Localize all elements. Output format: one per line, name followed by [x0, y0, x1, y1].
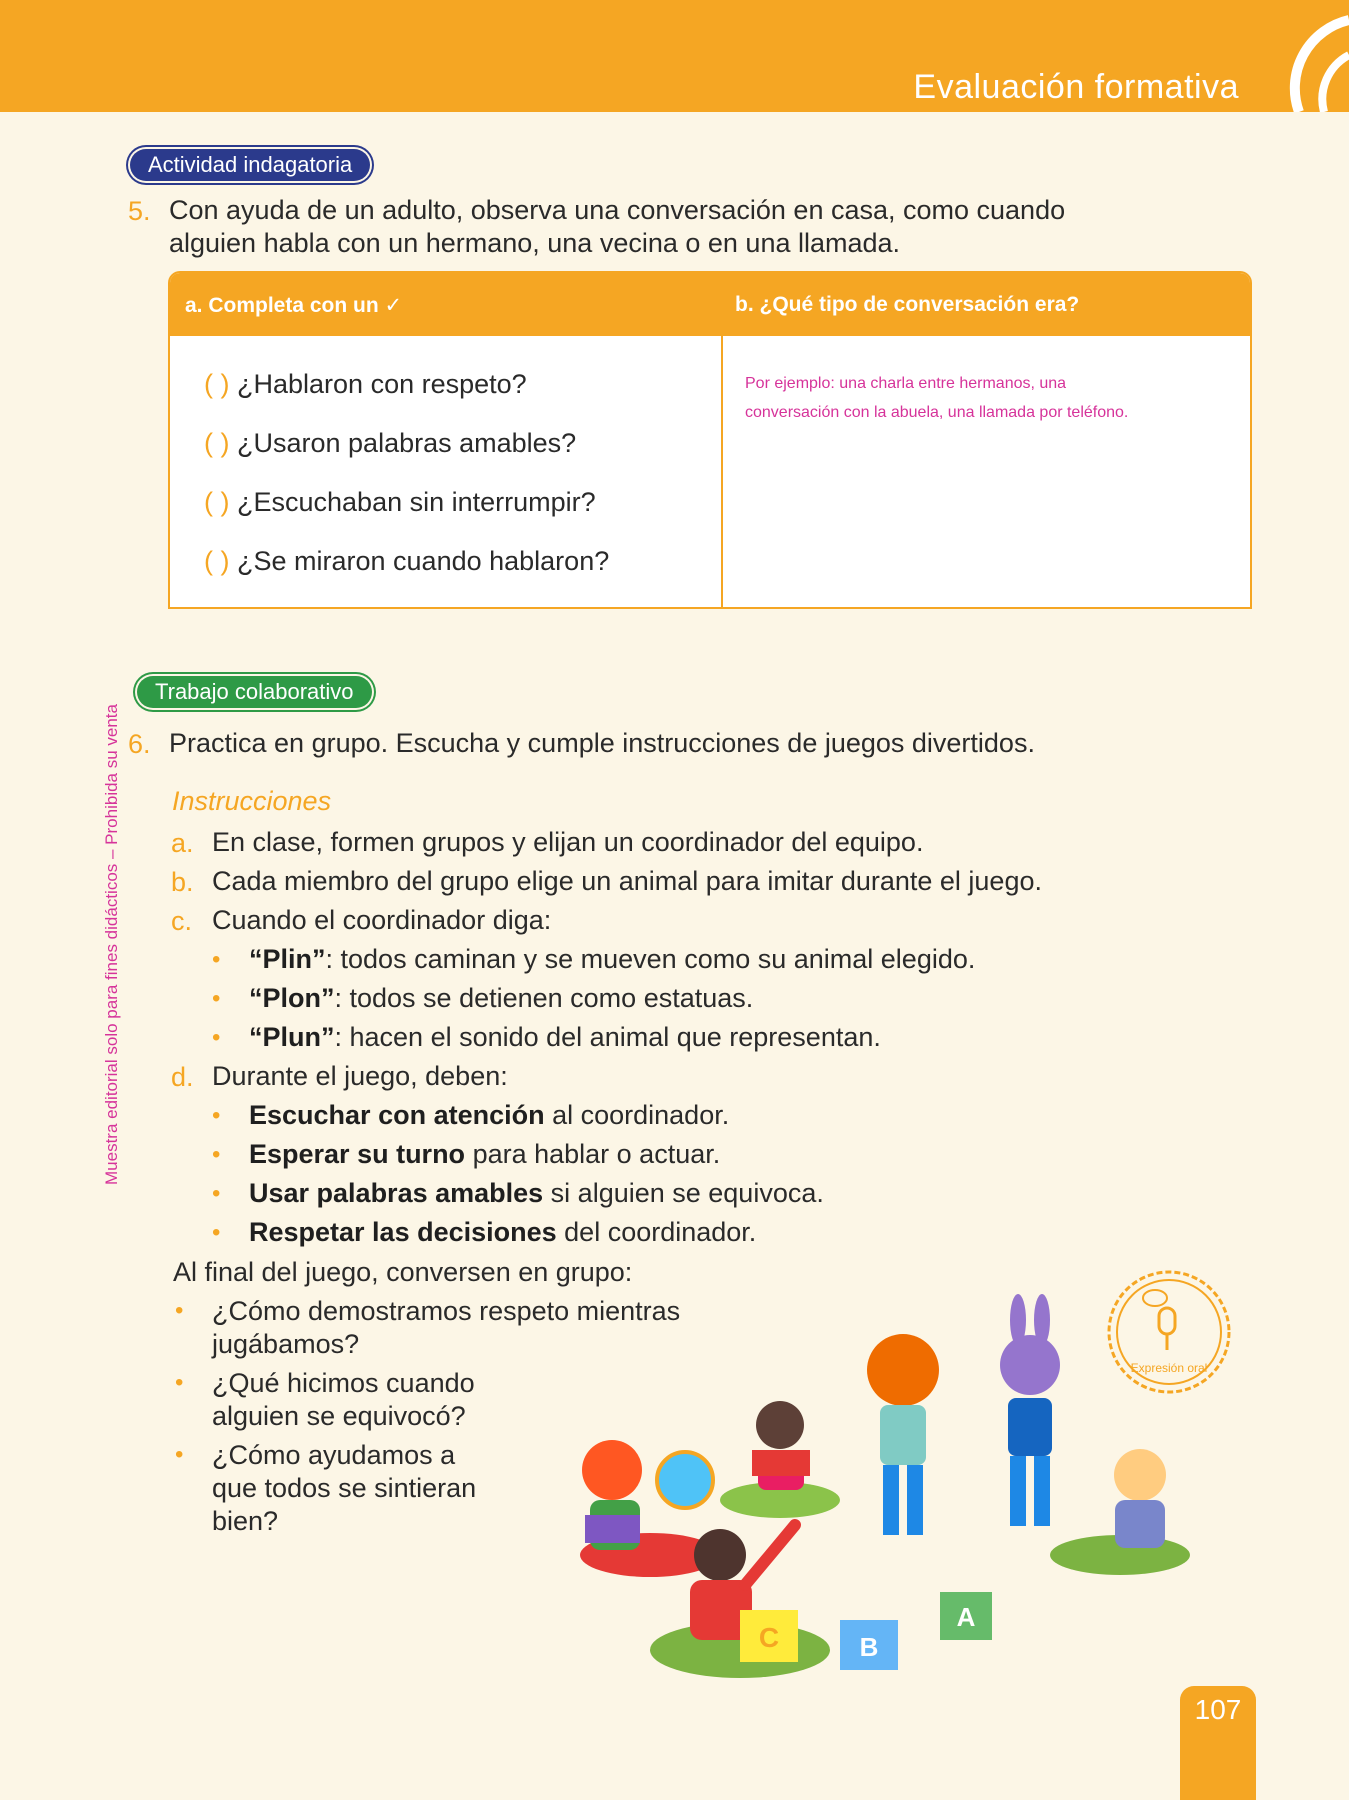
bullet: • — [175, 1369, 184, 1396]
check-box[interactable]: ( ) — [204, 428, 230, 458]
item-letter: b. — [171, 867, 194, 897]
discussion-question: ¿Cómo demostramos respeto mientras — [212, 1296, 681, 1326]
checklist-item[interactable] — [204, 369, 527, 400]
page-header — [0, 0, 1349, 112]
checklist-item[interactable] — [204, 428, 576, 459]
page-title: Evaluación formativa — [913, 68, 1239, 106]
question-text: Con ayuda de un adulto, observa una conversación en casa, como cuando — [169, 195, 1066, 225]
lion-mask — [867, 1334, 939, 1406]
cube-c — [740, 1610, 798, 1662]
item-letter: c. — [171, 906, 193, 936]
cube-a — [940, 1592, 992, 1640]
column-a-header: a. Completa con un ✓ — [185, 294, 403, 317]
page-number: 107 — [1180, 1686, 1256, 1800]
column-divider — [721, 273, 723, 607]
sub-instruction: Respetar las decisiones del coordinador. — [249, 1217, 757, 1247]
item-letter: d. — [171, 1062, 194, 1092]
instructions-title: Instrucciones — [172, 786, 332, 816]
child-figure — [582, 1440, 642, 1500]
child-figure — [1115, 1500, 1165, 1548]
bullet: • — [212, 1141, 221, 1168]
checklist-label: ¿Usaron palabras amables? — [237, 428, 577, 458]
question-number: 6. — [128, 729, 151, 759]
discussion-question: alguien se equivocó? — [212, 1401, 466, 1431]
collaborative-pill: Trabajo colaborativo — [137, 676, 372, 708]
example-answer — [745, 369, 1165, 427]
discussion-question: ¿Cómo ayudamos a — [212, 1440, 456, 1470]
child-figure — [1008, 1398, 1052, 1456]
svg-text:C: C — [758, 1622, 780, 1653]
example-line: Por ejemplo: una charla entre hermanos, una — [745, 375, 1067, 392]
sub-instruction: “Plon”: todos se detienen como estatuas. — [249, 983, 754, 1013]
child-figure — [756, 1401, 804, 1449]
sub-instruction: Usar palabras amables si alguien se equivoca. — [249, 1178, 824, 1208]
child-figure — [694, 1529, 746, 1581]
activity-pill: Actividad indagatoria — [130, 149, 370, 181]
book-icon — [585, 1515, 640, 1543]
instruction-text: Cada miembro del grupo elige un animal para imitar durante el juego. — [212, 866, 1042, 896]
bullet: • — [212, 1024, 221, 1051]
header-arc-decoration — [1239, 0, 1349, 112]
instruction-text: Durante el juego, deben: — [212, 1061, 508, 1091]
check-box[interactable]: ( ) — [204, 546, 230, 576]
checklist-label: ¿Escuchaban sin interrumpir? — [237, 487, 596, 517]
question-number: 5. — [128, 196, 151, 226]
discussion-question: ¿Qué hicimos cuando — [212, 1368, 475, 1398]
children-playing-illustration — [540, 1290, 1220, 1690]
cube-b — [840, 1620, 898, 1670]
checklist-label: ¿Hablaron con respeto? — [237, 369, 527, 399]
item-letter: a. — [171, 828, 194, 858]
bullet: • — [212, 1102, 221, 1129]
sub-instruction: “Plin”: todos caminan y se mueven como su animal elegido. — [249, 944, 976, 974]
final-prompt: Al final del juego, conversen en grupo: — [173, 1257, 633, 1287]
discussion-question: jugábamos? — [212, 1329, 360, 1359]
bullet: • — [212, 1219, 221, 1246]
side-note: Muestra editorial solo para fines didácticos – Prohibida su venta — [102, 704, 121, 1185]
bullet: • — [212, 1180, 221, 1207]
column-b-header: b. ¿Qué tipo de conversación era? — [735, 293, 1080, 316]
bullet: • — [212, 985, 221, 1012]
book-icon — [752, 1450, 810, 1476]
checklist-item[interactable] — [204, 546, 609, 577]
check-box[interactable]: ( ) — [204, 369, 230, 399]
sub-instruction: Escuchar con atención al coordinador. — [249, 1100, 730, 1130]
instruction-text: En clase, formen grupos y elijan un coordinador del equipo. — [212, 827, 924, 857]
child-figure — [880, 1405, 926, 1465]
check-box[interactable]: ( ) — [204, 487, 230, 517]
bullet: • — [175, 1441, 184, 1468]
sub-instruction: “Plun”: hacen el sonido del animal que representan. — [249, 1022, 881, 1052]
badge-label: Expresión oral — [1130, 1361, 1208, 1375]
bunny-mask — [1000, 1335, 1060, 1395]
question-text: alguien habla con un hermano, una vecina o en una llamada. — [169, 228, 901, 258]
sub-instruction: Esperar su turno para hablar o actuar. — [249, 1139, 721, 1169]
instruction-text: Cuando el coordinador diga: — [212, 905, 552, 935]
question-text: Practica en grupo. Escucha y cumple instrucciones de juegos divertidos. — [169, 728, 1035, 758]
conversation-table — [168, 271, 1252, 609]
child-figure — [1114, 1449, 1166, 1501]
bullet: • — [212, 946, 221, 973]
example-line: conversación con la abuela, una llamada por teléfono. — [745, 404, 1129, 421]
svg-text:A: A — [956, 1602, 976, 1632]
discussion-question: bien? — [212, 1506, 279, 1536]
globe-icon — [657, 1452, 713, 1508]
svg-text:B: B — [859, 1632, 879, 1662]
checklist-item[interactable] — [204, 487, 596, 518]
checklist-label: ¿Se miraron cuando hablaron? — [237, 546, 610, 576]
bullet: • — [175, 1297, 184, 1324]
table-header — [170, 273, 1250, 336]
discussion-question: que todos se sintieran — [212, 1473, 477, 1503]
